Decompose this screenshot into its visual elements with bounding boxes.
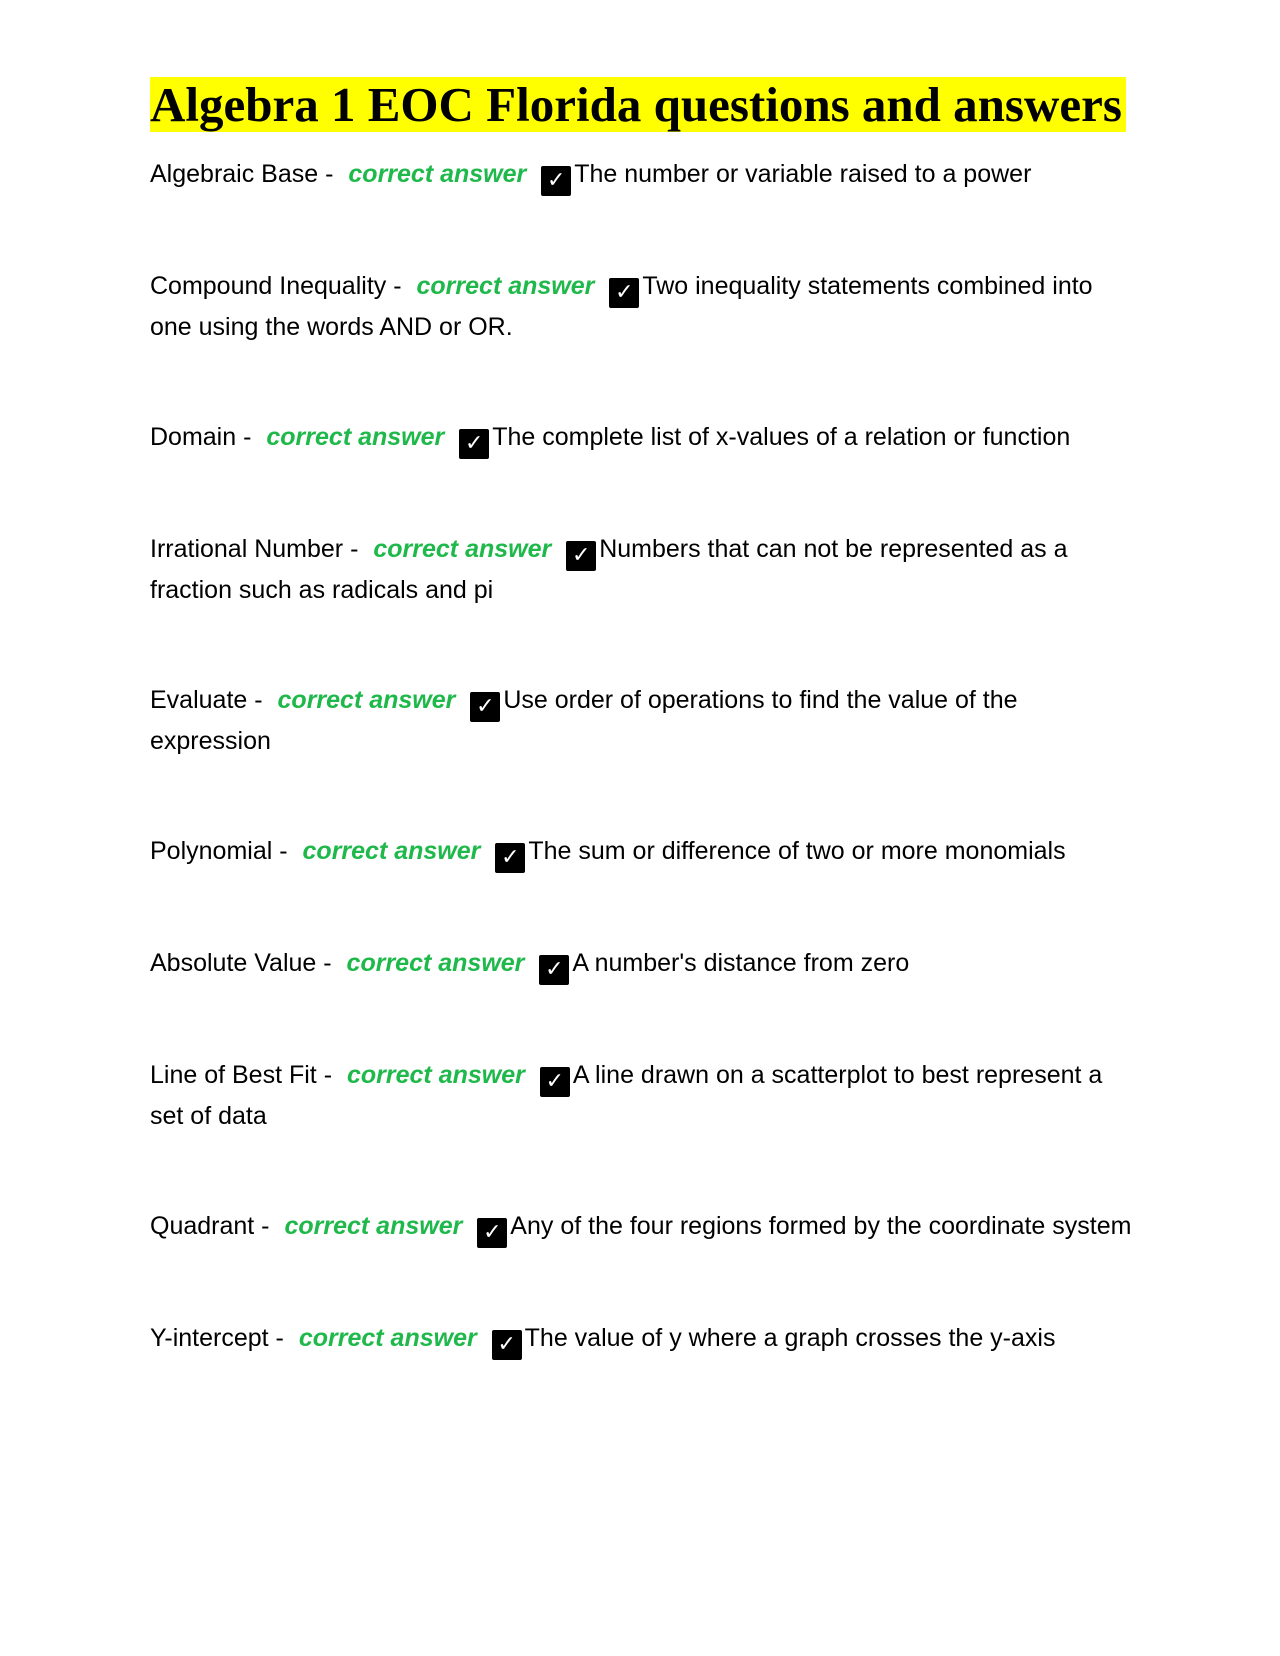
entry-definition: Two inequality statements combined into one using the words AND or OR. (150, 272, 1093, 341)
check-mark-icon: ✓ (477, 1218, 507, 1248)
entry-definition: Use order of operations to find the value of the expression (150, 686, 1018, 755)
entry-domain (150, 418, 1140, 459)
entry-term: Quadrant - (150, 1212, 270, 1240)
entry-definition: The value of y where a graph crosses the y-axis (524, 1324, 1056, 1352)
entry-compound-inequality (150, 267, 1140, 347)
entry-definition: Numbers that can not be represented as a fraction such as radicals and pi (150, 535, 1068, 604)
check-mark-icon: ✓ (470, 692, 500, 722)
entry-definition: The number or variable raised to a power (574, 160, 1032, 188)
entry-term: Compound Inequality - (150, 272, 402, 300)
check-mark-icon: ✓ (539, 955, 569, 985)
check-mark-icon: ✓ (492, 1330, 522, 1360)
correct-answer-label: correct answer (346, 949, 525, 977)
entry-absolute-value (150, 944, 1140, 985)
entry-algebraic-base (150, 155, 1140, 196)
entry-quadrant (150, 1207, 1140, 1248)
check-mark-icon: ✓ (609, 278, 639, 308)
entry-term: Algebraic Base - (150, 160, 334, 188)
check-mark-icon: ✓ (495, 843, 525, 873)
entry-definition: A line drawn on a scatterplot to best represent a set of data (150, 1061, 1103, 1130)
entry-line-of-best-fit (150, 1056, 1140, 1136)
correct-answer-label: correct answer (298, 1324, 477, 1352)
entry-definition: A number's distance from zero (572, 949, 910, 977)
entry-definition: The complete list of x-values of a relation or function (492, 423, 1071, 451)
correct-answer-label: correct answer (302, 837, 481, 865)
entry-term: Irrational Number - (150, 535, 359, 563)
correct-answer-label: correct answer (416, 272, 595, 300)
document-page (150, 76, 1140, 1360)
correct-answer-label: correct answer (277, 686, 456, 714)
correct-answer-label: correct answer (346, 1061, 525, 1089)
entry-definition: The sum or difference of two or more monomials (528, 837, 1066, 865)
correct-answer-label: correct answer (284, 1212, 463, 1240)
entry-term: Absolute Value - (150, 949, 332, 977)
correct-answer-label: correct answer (373, 535, 552, 563)
check-mark-icon: ✓ (459, 429, 489, 459)
entry-term: Polynomial - (150, 837, 288, 865)
entry-evaluate (150, 681, 1140, 761)
correct-answer-label: correct answer (266, 423, 445, 451)
entry-term: Domain - (150, 423, 252, 451)
entry-term: Y-intercept - (150, 1324, 284, 1352)
page-title (150, 76, 1140, 133)
entry-term: Evaluate - (150, 686, 263, 714)
check-mark-icon: ✓ (566, 541, 596, 571)
check-mark-icon: ✓ (541, 166, 571, 196)
page-title-text: Algebra 1 EOC Florida questions and answers (150, 77, 1126, 132)
entry-irrational-number (150, 530, 1140, 610)
check-mark-icon: ✓ (540, 1067, 570, 1097)
entry-y-intercept (150, 1319, 1140, 1360)
entry-polynomial (150, 832, 1140, 873)
entry-definition: Any of the four regions formed by the coordinate system (510, 1212, 1132, 1240)
correct-answer-label: correct answer (348, 160, 527, 188)
entry-term: Line of Best Fit - (150, 1061, 333, 1089)
